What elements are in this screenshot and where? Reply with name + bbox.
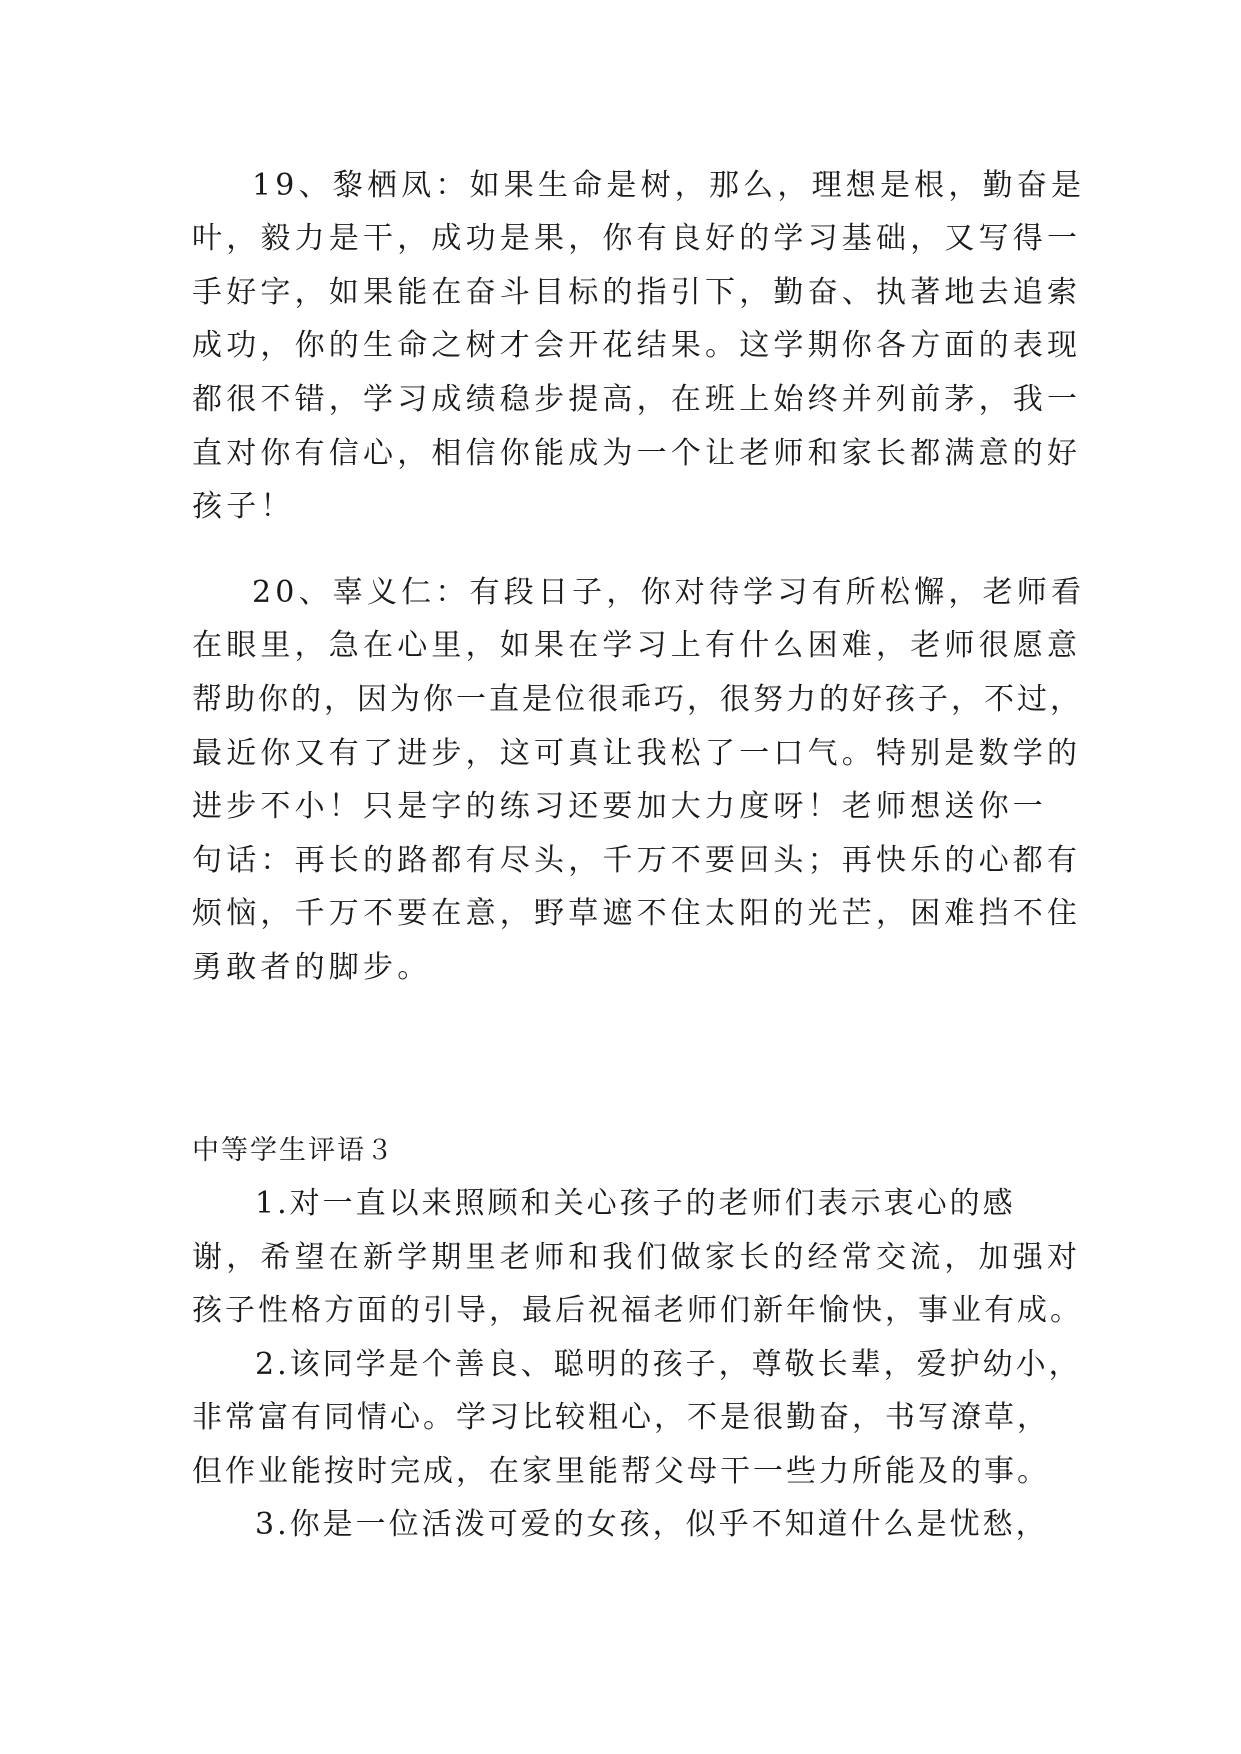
text-line: 在眼里，急在心里，如果在学习上有什么困难，老师很愿意 [192, 628, 1082, 663]
text-line: 1.对一直以来照顾和关心孩子的老师们表示衷心的感 [255, 1186, 1016, 1221]
text-line: 最近你又有了进步，这可真让我松了一口气。特别是数学的 [192, 736, 1082, 771]
section-heading: 中等学生评语３ [192, 1135, 395, 1166]
text-line: 3.你是一位活泼可爱的女孩，似乎不知道什么是忧愁， [255, 1507, 1049, 1542]
text-line: 2.该同学是个善良、聪明的孩子，尊敬长辈，爱护幼小， [255, 1347, 1082, 1382]
text-line: 谢，希望在新学期里老师和我们做家长的经常交流，加强对 [192, 1240, 1082, 1275]
text-line: 进步不小！只是字的练习还要加大力度呀！老师想送你一 [192, 789, 1047, 824]
text-line: 20、辜义仁：有段日子，你对待学习有所松懈，老师看 [252, 575, 1086, 610]
text-line: 烦恼，千万不要在意，野草遮不住太阳的光芒，困难挡不住 [192, 896, 1082, 931]
text-line: 成功，你的生命之树才会开花结果。这学期你各方面的表现 [192, 328, 1082, 363]
text-line: 孩子！ [192, 489, 295, 524]
text-line: 句话：再长的路都有尽头，千万不要回头；再快乐的心都有 [192, 843, 1082, 878]
text-line: 都很不错，学习成绩稳步提高，在班上始终并列前茅，我一 [192, 382, 1082, 417]
text-line: 勇敢者的脚步。 [192, 950, 432, 985]
text-line: 19、黎栖凤：如果生命是树，那么，理想是根，勤奋是 [252, 168, 1086, 203]
text-line: 帮助你的，因为你一直是位很乖巧，很努力的好孩子，不过， [192, 682, 1083, 717]
text-line: 但作业能按时完成，在家里能帮父母干一些力所能及的事。 [192, 1454, 1050, 1489]
text-line: 直对你有信心，相信你能成为一个让老师和家长都满意的好 [192, 436, 1082, 471]
text-line: 手好字，如果能在奋斗目标的指引下，勤奋、执著地去追索 [192, 275, 1082, 310]
text-line: 非常富有同情心。学习比较粗心，不是很勤奋，书写潦草， [192, 1400, 1050, 1435]
text-line: 叶，毅力是干，成功是果，你有良好的学习基础，又写得一 [192, 221, 1082, 256]
text-line: 孩子性格方面的引导，最后祝福老师们新年愉快，事业有成。 [192, 1293, 1083, 1328]
